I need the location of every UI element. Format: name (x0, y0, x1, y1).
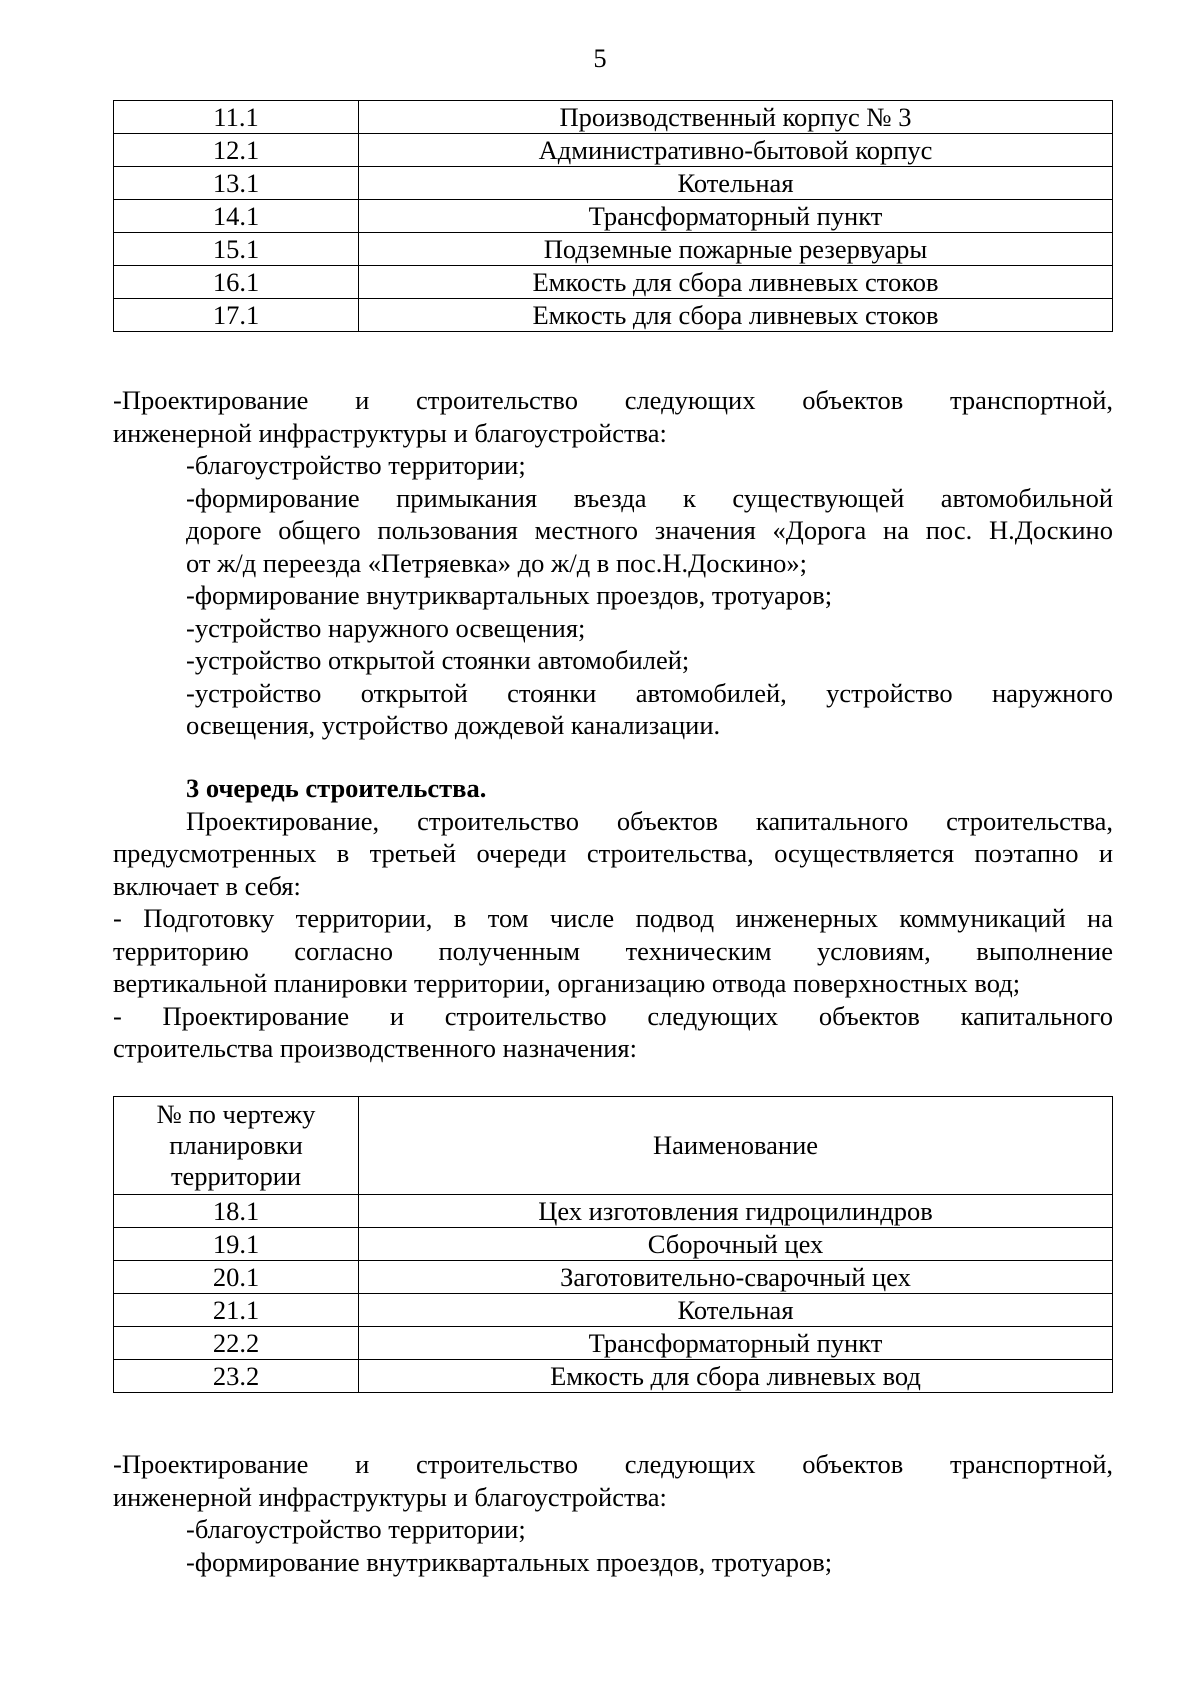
paragraph-line: - Подготовку территории, в том числе подвод инженерных коммуникаций на (113, 903, 1113, 933)
objects-table-2 (113, 1096, 1113, 1393)
infrastructure-section-3 (113, 1448, 1113, 1578)
table-row (114, 1261, 1113, 1294)
object-number: 19.1 (114, 1228, 359, 1261)
object-number: 13.1 (114, 167, 359, 200)
paragraph-line: вертикальной планировки территории, организацию отвода поверхностных вод; (113, 968, 1021, 998)
object-number: 23.2 (114, 1360, 359, 1393)
table-row (114, 167, 1113, 200)
table-row (114, 1360, 1113, 1393)
list-item: освещения, устройство дождевой канализации. (186, 710, 721, 740)
objects-table-1 (113, 100, 1113, 332)
object-name: Административно-бытовой корпус (359, 134, 1113, 167)
paragraph-line: - Проектирование и строительство следующих объектов капитального (113, 1000, 1113, 1031)
table-row (114, 134, 1113, 167)
objects-table-2-region (113, 1096, 1113, 1393)
table-row (114, 1294, 1113, 1327)
table-row (114, 1327, 1113, 1360)
header-number-line: территории (170, 1161, 302, 1191)
object-number: 21.1 (114, 1294, 359, 1327)
object-number: 15.1 (114, 233, 359, 266)
table-row (114, 1228, 1113, 1261)
object-name: Заготовительно-сварочный цех (359, 1261, 1113, 1294)
header-name-column: Наименование (359, 1097, 1113, 1195)
section-heading: 3 очередь строительства. (186, 773, 487, 803)
object-number: 11.1 (114, 101, 359, 134)
list-item: -формирование примыкания въезда к существующей автомобильной (186, 482, 1113, 513)
list-item: дороге общего пользования местного значения «Дорога на пос. Н.Доскино (186, 515, 1113, 545)
list-item: -благоустройство территории; (186, 1514, 526, 1544)
table-row (114, 299, 1113, 332)
object-name: Котельная (359, 167, 1113, 200)
object-name: Емкость для сбора ливневых стоков (359, 266, 1113, 299)
page-number: 5 (593, 43, 607, 73)
object-name: Трансформаторный пункт (359, 1327, 1113, 1360)
header-number-line: № по чертежу (156, 1099, 316, 1129)
object-name: Трансформаторный пункт (359, 200, 1113, 233)
table-row (114, 101, 1113, 134)
paragraph-line: -Проектирование и строительство следующих объектов транспортной, (113, 1449, 1113, 1479)
object-number: 22.2 (114, 1327, 359, 1360)
object-name: Цех изготовления гидроцилиндров (359, 1195, 1113, 1228)
paragraph-line: Проектирование, строительство объектов капитального строительства, (186, 805, 1113, 836)
table-header-row (114, 1097, 1113, 1195)
paragraph-line: территорию согласно полученным техническим условиям, выполнение (113, 935, 1113, 966)
object-name: Котельная (359, 1294, 1113, 1327)
paragraph-line: строительства производственного назначения: (113, 1033, 637, 1063)
list-item: -благоустройство территории; (186, 450, 526, 480)
table-row (114, 233, 1113, 266)
object-number: 16.1 (114, 266, 359, 299)
paragraph-line: -Проектирование и строительство следующих объектов транспортной, (113, 385, 1113, 415)
table-row (114, 200, 1113, 233)
list-item: от ж/д переезда «Петряевка» до ж/д в пос.Н.Доскино»; (186, 547, 808, 578)
table-row (114, 1195, 1113, 1228)
objects-table-1-region (113, 100, 1113, 332)
object-number: 20.1 (114, 1261, 359, 1294)
paragraph-line: инженерной инфраструктуры и благоустройства: (113, 417, 667, 448)
header-number-column (114, 1097, 359, 1195)
list-item: -устройство открытой стоянки автомобилей; (186, 645, 690, 675)
object-name: Подземные пожарные резервуары (359, 233, 1113, 266)
object-name: Емкость для сбора ливневых вод (359, 1360, 1113, 1393)
table-row (114, 266, 1113, 299)
object-name: Сборочный цех (359, 1228, 1113, 1261)
list-item: -устройство открытой стоянки автомобилей, устройство наружного (186, 677, 1113, 708)
list-item: -устройство наружного освещения; (186, 612, 586, 643)
list-item: -формирование внутриквартальных проездов, тротуаров; (186, 1546, 833, 1577)
paragraph-line: предусмотренных в третьей очереди строительства, осуществляется поэтапно и (113, 838, 1113, 868)
paragraph-line: включает в себя: (113, 870, 301, 901)
stage-3-section (113, 772, 1113, 1065)
header-number-line: планировки (169, 1130, 303, 1160)
paragraph-line: инженерной инфраструктуры и благоустройства: (113, 1481, 667, 1512)
object-number: 12.1 (114, 134, 359, 167)
object-number: 18.1 (114, 1195, 359, 1228)
object-name: Емкость для сбора ливневых стоков (359, 299, 1113, 332)
object-name: Производственный корпус № 3 (359, 101, 1113, 134)
infrastructure-section-2 (113, 384, 1113, 742)
object-number: 17.1 (114, 299, 359, 332)
list-item: -формирование внутриквартальных проездов, тротуаров; (186, 580, 833, 610)
object-number: 14.1 (114, 200, 359, 233)
